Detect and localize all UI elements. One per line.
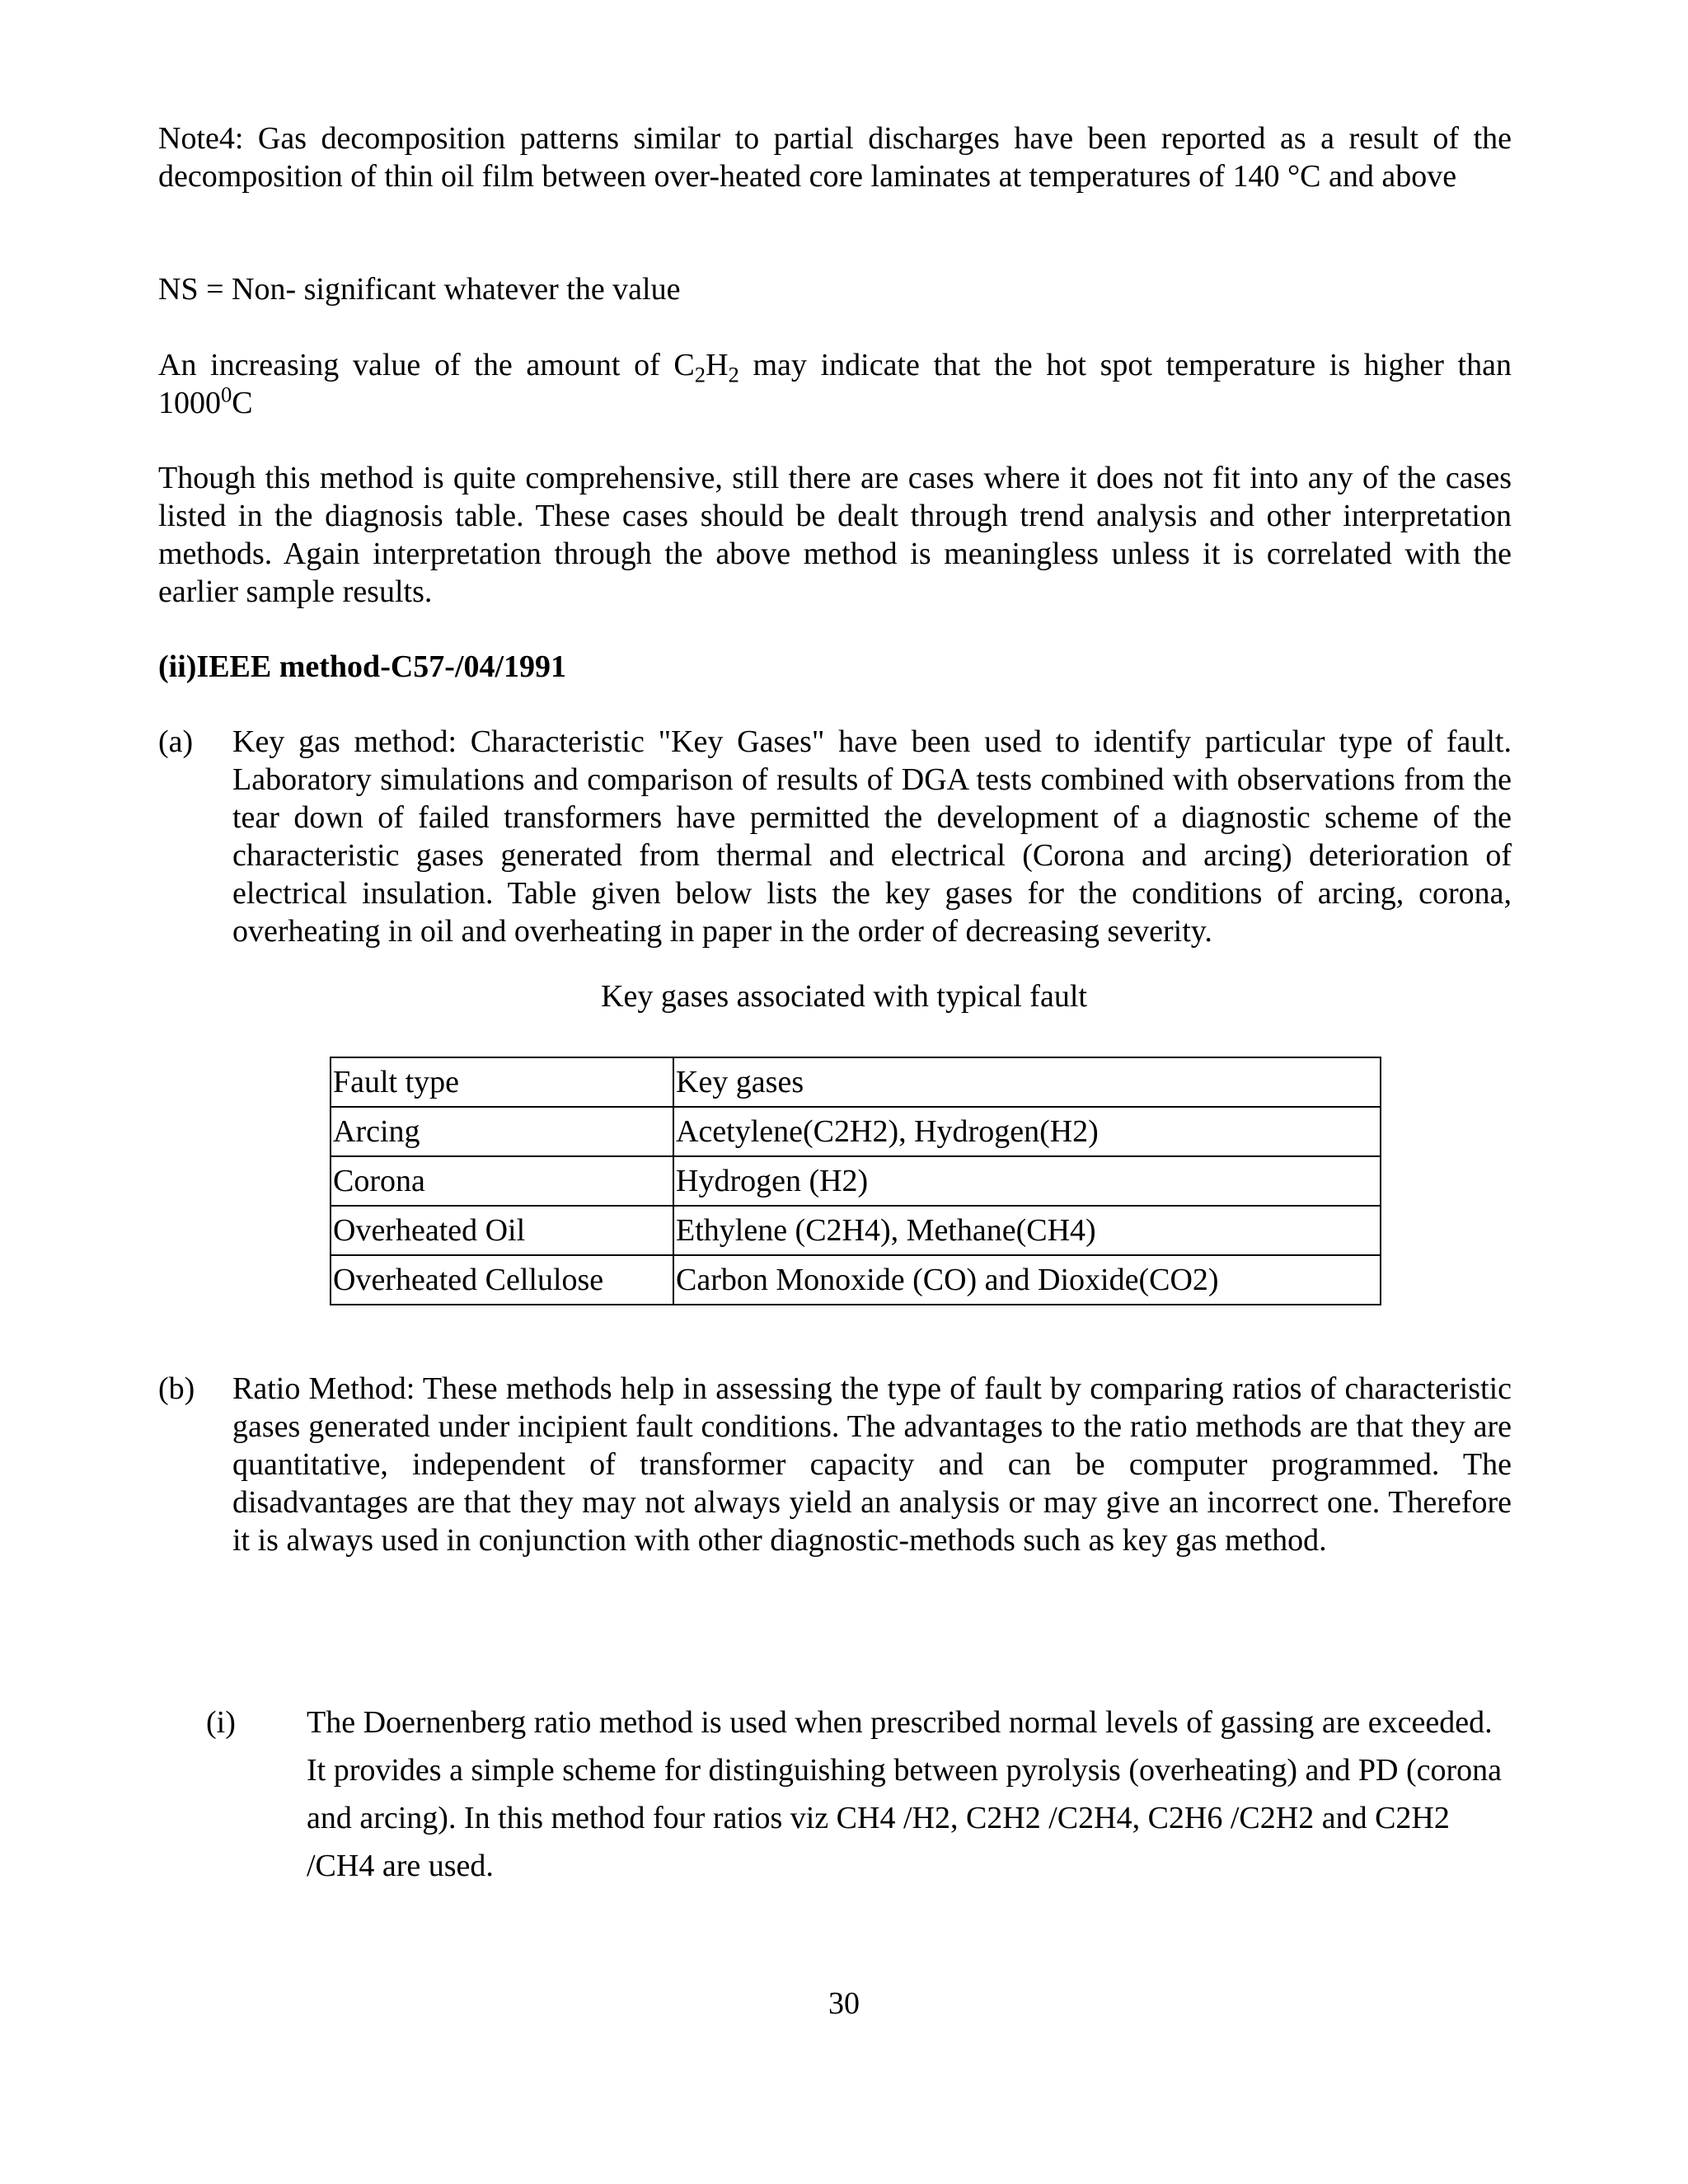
header-fault-type: Fault type	[331, 1057, 673, 1107]
key-gases-cell: Hydrogen (H2)	[673, 1156, 1381, 1206]
table-row	[331, 1156, 1381, 1206]
method-limitations-paragraph: Though this method is quite comprehensive, still there are cases where it does not fit into any of the cases listed in the diagnosis table. These cases should be dealt through trend analysis and other interpretation methods. Again interpretation through the above method is meaningless unless it is correlated with the earlier sample results.	[158, 461, 1512, 609]
fault-type-cell: Arcing	[331, 1107, 673, 1156]
table-row	[331, 1255, 1381, 1305]
c2h2-text-end: C	[232, 386, 253, 420]
sub-item-i-marker: (i)	[206, 1705, 236, 1740]
item-b-ratio-method: Ratio Method: These methods help in assessing the type of fault by comparing ratios of characteristic gases generated under incipient fault conditions. The advantages to the ratio methods are that they are quantitative, independent of transformer capacity and can be computer programmed. The disadvantages are that they may not always yield an analysis or may give an incorrect one. Therefore it is always used in conjunction with other diagnostic-methods such as key gas method.	[232, 1371, 1512, 1558]
fault-type-cell: Corona	[331, 1156, 673, 1206]
header-key-gases: Key gases	[673, 1057, 1381, 1107]
table-caption: Key gases associated with typical fault	[601, 979, 1087, 1014]
key-gases-cell: Carbon Monoxide (CO) and Dioxide(CO2)	[673, 1255, 1381, 1305]
item-a-key-gas-method: Key gas method: Characteristic "Key Gases" have been used to identify particular type of fault. Laboratory simulations and comparison of results of DGA tests combined with observations from the tear down of failed transformers have permitted the development of a diagnostic scheme of the characteristic gases generated from thermal and electrical (Corona and arcing) deterioration of electrical insulation. Table given below lists the key gases for the conditions of arcing, corona, overheating in oil and overheating in paper in the order of decreasing severity.	[232, 724, 1512, 949]
key-gases-cell: Acetylene(C2H2), Hydrogen(H2)	[673, 1107, 1381, 1156]
c2h2-text-h: H	[706, 348, 729, 382]
degree-superscript: 0	[221, 382, 232, 407]
page-number: 30	[828, 1986, 860, 2021]
c2h2-temperature-note	[158, 346, 1512, 422]
key-gases-cell: Ethylene (C2H4), Methane(CH4)	[673, 1206, 1381, 1255]
c2h2-text-after: may indicate that the hot spot temperature is higher than 1000	[158, 348, 1512, 420]
table-row	[331, 1107, 1381, 1156]
c2h2-text-before: An increasing value of the amount of C	[158, 348, 695, 382]
table-row	[331, 1206, 1381, 1255]
note4-paragraph: Note4: Gas decomposition patterns similar to partial discharges have been reported as a result of the decomposition of thin oil film between over-heated core laminates at temperatures of 140 °C and above	[158, 121, 1512, 194]
key-gases-table	[330, 1057, 1381, 1305]
c2h2-subscript-c: 2	[694, 362, 706, 387]
fault-type-cell: Overheated Oil	[331, 1206, 673, 1255]
ns-definition: NS = Non- significant whatever the value	[158, 272, 681, 307]
c2h2-subscript-h: 2	[728, 362, 739, 387]
item-b-marker: (b)	[158, 1371, 195, 1406]
fault-type-cell: Overheated Cellulose	[331, 1255, 673, 1305]
table-header-row	[331, 1057, 1381, 1107]
ieee-method-heading: (ii)IEEE method-C57-/04/1991	[158, 649, 567, 684]
sub-item-i-doernenberg: The Doernenberg ratio method is used when prescribed normal levels of gassing are exceeded. It provides a simple scheme for distinguishing between pyrolysis (overheating) and PD (corona and arcing). In this method four ratios viz CH4 /H2, C2H2 /C2H4, C2H6 /C2H2 and C2H2 /CH4 are used.	[307, 1705, 1502, 1883]
item-a-marker: (a)	[158, 724, 194, 759]
